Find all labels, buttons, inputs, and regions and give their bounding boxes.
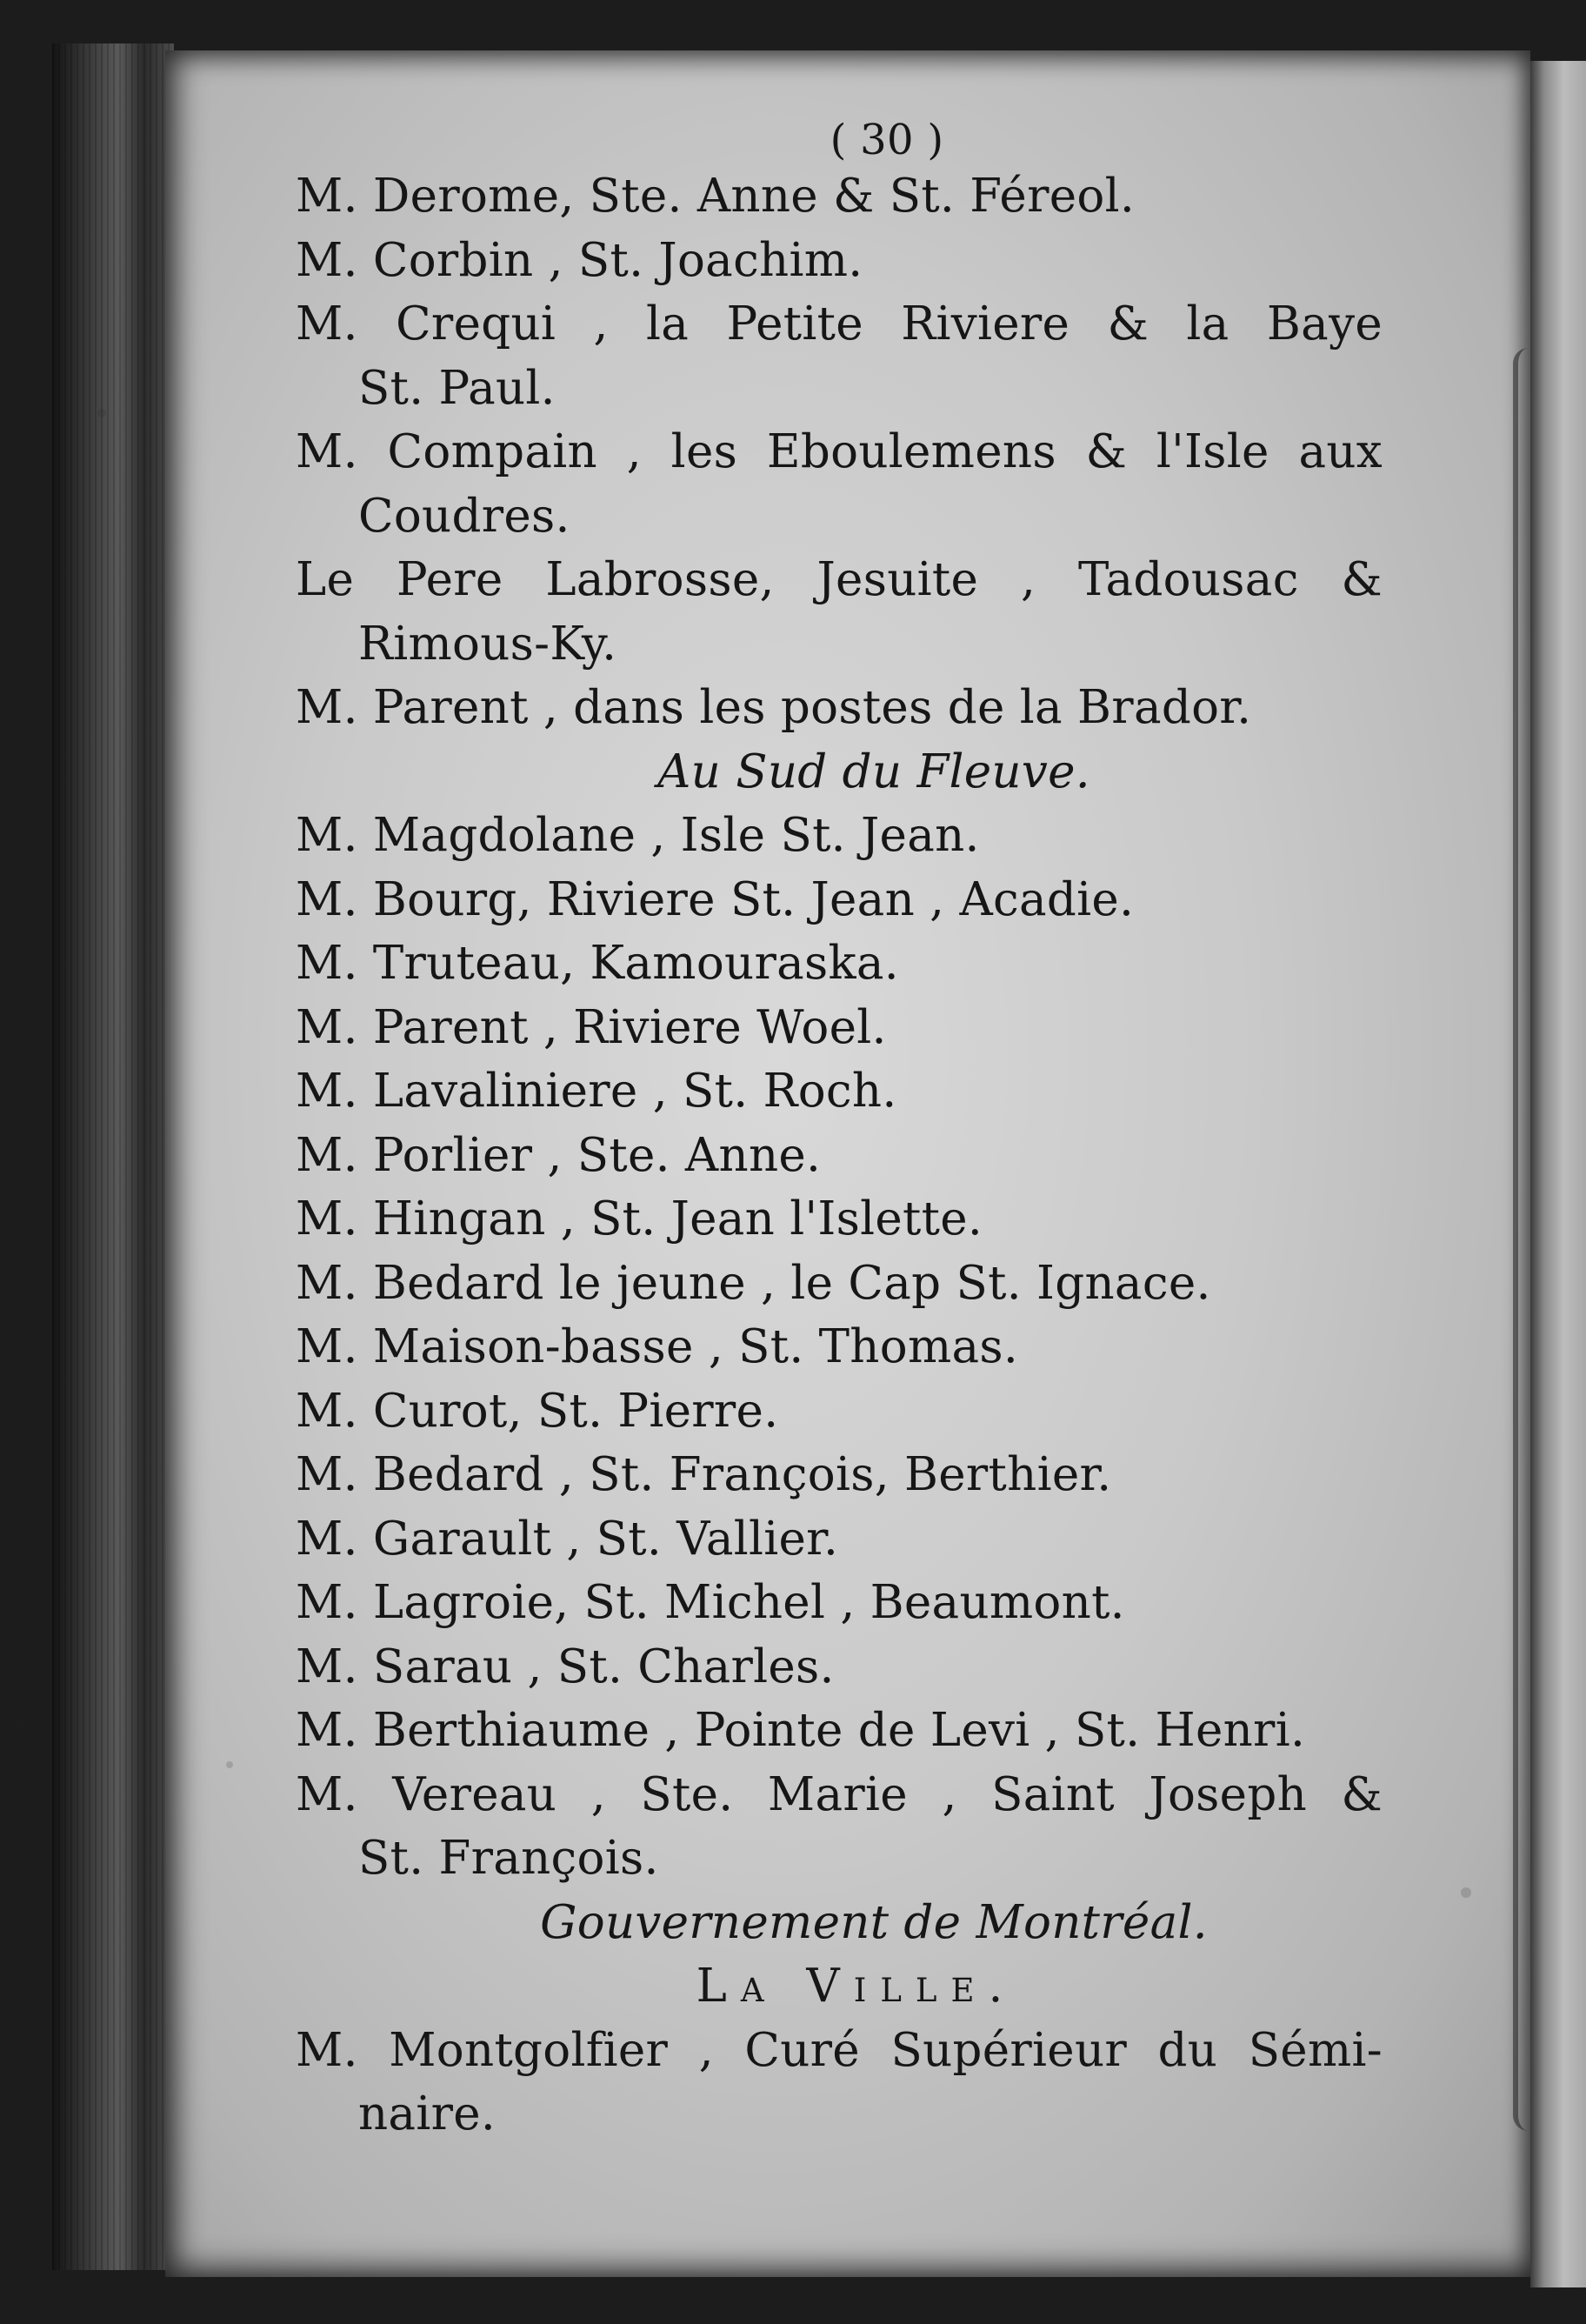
entry-line: M. Crequi , la Petite Riviere & la Baye [296,297,1383,351]
entry-continuation-line: St. François. [358,1832,659,1885]
directory-entry [296,420,1383,548]
directory-entry [296,1507,1383,1572]
entry-line: M. Bedard , St. François, Berthier. [296,1448,1112,1501]
entry-continuation-line: Rimous-Ky. [358,617,617,671]
page-number: ( 30 ) [830,116,944,164]
directory-entry [296,1443,1383,1507]
book-page-edges [52,43,174,2270]
entry-line: M. Maison-basse , St. Thomas. [296,1320,1019,1373]
entry-line: Le Pere Labrosse, Jesuite , Tadousac & [296,553,1383,606]
directory-entry [296,1252,1383,1316]
entry-line: M. Berthiaume , Pointe de Levi , St. Henri. [296,1704,1306,1757]
entry-line: M. Lavaliniere , St. Roch. [296,1065,897,1118]
entry-continuation-line: Coudres. [358,489,570,543]
directory-entry [296,804,1383,868]
directory-entry [296,996,1383,1060]
directory-entry [296,676,1383,740]
directory-entry [296,1699,1383,1763]
entry-line: M. Sarau , St. Charles. [296,1639,835,1693]
directory-entry [296,1763,1383,1891]
directory-entry [296,229,1383,293]
ink-speck [1461,1887,1471,1898]
entry-line: M. Montgolfier , Curé Supérieur du Sémi- [296,2023,1383,2077]
ink-speck [226,1761,233,1768]
entry-line: M. Curot, St. Pierre. [296,1384,779,1438]
entry-continuation-line: St. Paul. [358,361,556,415]
directory-entry [296,1571,1383,1635]
entry-line: M. Derome, Ste. Anne & St. Féreol. [296,170,1135,223]
entry-line: M. Lagroie, St. Michel , Beaumont. [296,1576,1125,1629]
section-heading-caps: La Ville. [696,1960,1017,2013]
entry-line: M. Garault , St. Vallier. [296,1512,839,1566]
directory-entry [296,1315,1383,1379]
entry-line: M. Parent , dans les postes de la Brador. [296,681,1252,734]
entry-line: M. Bourg, Riviere St. Jean , Acadie. [296,872,1135,926]
entry-line: M. Corbin , St. Joachim. [296,233,863,287]
entry-line: M. Compain , les Eboulemens & l'Isle aux [296,425,1383,478]
directory-entry [296,868,1383,932]
entry-line: M. Porlier , Ste. Anne. [296,1128,822,1182]
entry-line: M. Parent , Riviere Woel. [296,1000,887,1054]
entry-list [296,164,1383,2147]
entry-line: M. Magdolane , Isle St. Jean. [296,809,980,862]
directory-entry [296,2019,1383,2147]
directory-entry [296,932,1383,996]
directory-entry [296,1379,1383,1444]
directory-entry [296,548,1383,676]
directory-entry [296,1635,1383,1700]
entry-line: M. Vereau , Ste. Marie , Saint Joseph & [296,1767,1383,1821]
directory-entry [296,1124,1383,1188]
section-heading: Au Sud du Fleuve. [657,745,1090,798]
entry-line: M. Hingan , St. Jean l'Islette. [296,1192,983,1245]
entry-continuation-line: naire. [358,2087,496,2140]
section-heading: Gouvernement de Montréal. [540,1895,1208,1949]
directory-entry [296,164,1383,229]
page-text [296,117,1383,2147]
directory-entry [296,1059,1383,1124]
directory-entry [296,292,1383,420]
ink-speck [97,409,106,417]
directory-entry [296,1187,1383,1252]
ink-speck [14,1718,24,1730]
entry-line: M. Truteau, Kamouraska. [296,937,899,990]
entry-line: M. Bedard le jeune , le Cap St. Ignace. [296,1256,1211,1310]
binding-cord [1513,348,1553,2131]
